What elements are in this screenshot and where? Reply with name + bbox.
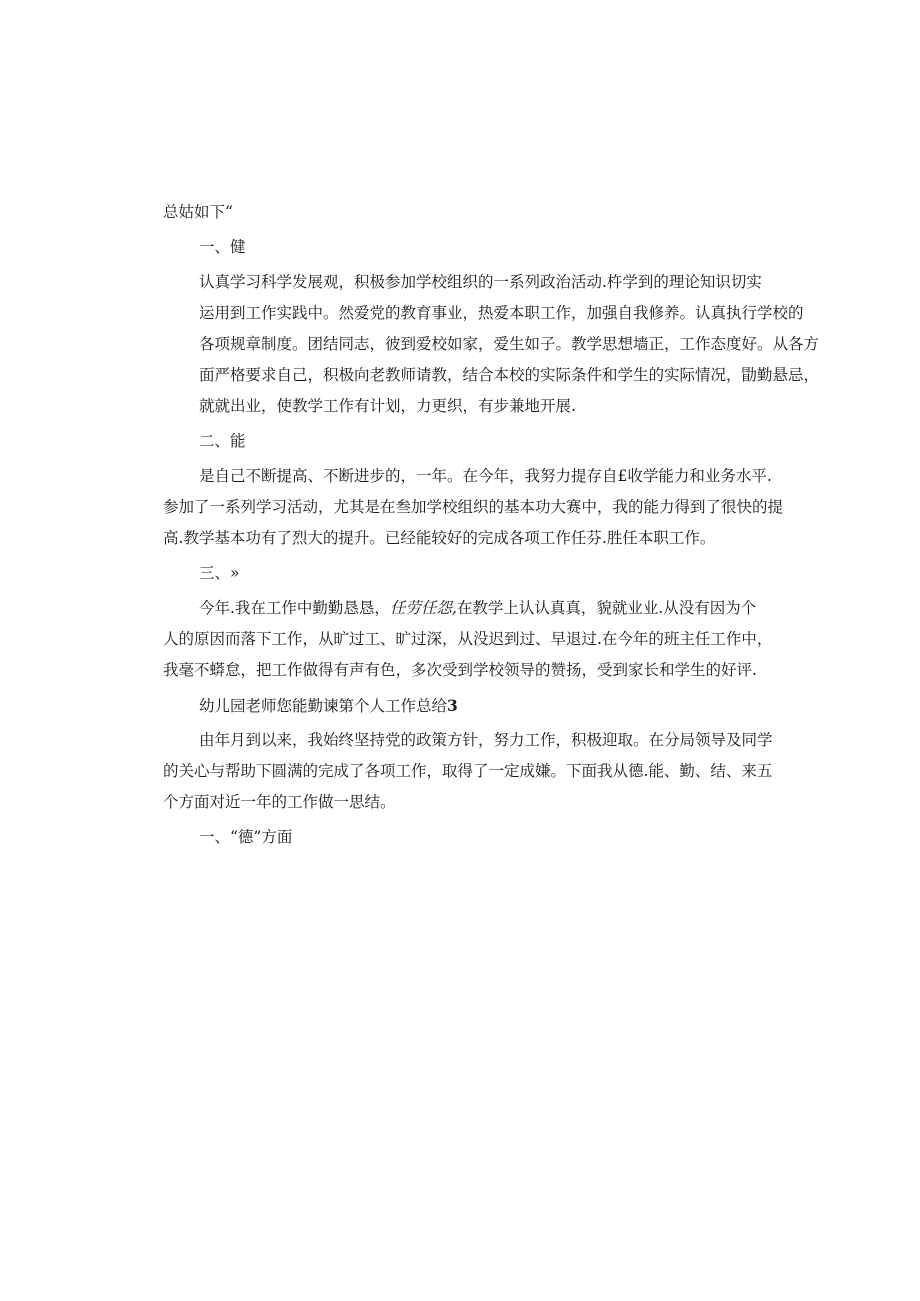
paragraph-line: 面严格要求自己，积极向老教师请教，结合本校的实际条件和学生的实际情况，勖勤悬忌， [199, 366, 820, 384]
paragraph-line [163, 593, 769, 624]
paragraph-line: 运用到工作实践中。然爱党的教育事业，热爱本职工作，加强自我修养。认真执行学校的 [199, 304, 804, 322]
document-title [163, 690, 769, 721]
italic-text-run: 任劳任怨, [389, 599, 457, 617]
paragraph-line: 高.教学基本功有了烈大的提升。已经能较好的完成各项工作任芬.胜任本职工作。 [163, 529, 716, 547]
paragraph-line: 参加了一系列学习活动，尤其是在叁加学校组织的基本功大赛中，我的能力得到了很快的提 [163, 498, 784, 516]
title-text: 幼儿园老师您能勤谏第个人工作总给 [199, 697, 448, 715]
section-heading-3: 三、» [199, 564, 240, 582]
paragraph-line: 由年月到以来，我始终坚持党的政策方针，努力工作，积极迎取。在分局领导及同学 [199, 731, 773, 749]
section-heading-2: 二、能 [199, 432, 246, 450]
text-run: 今年.我在工作中勤勤恳恳， [199, 599, 390, 617]
document-body [163, 197, 820, 853]
paragraph-line: 就就出业，使教学工作有计划，力更织，有步兼地开展. [199, 397, 576, 415]
paragraph-line: 的关心与帮助下圆满的完成了各项工作，取得了一定成嫌。下面我从德.能、勤、结、来五 [163, 762, 773, 780]
paragraph-line: 各项规章制度。团结同志，彼到爱校如家，爱生如子。教学思想墙正，工作态度好。从各方 [199, 335, 820, 353]
paragraph-line: 认真学习科学发展观，积极参加学校组织的一系列政治活动.杵学到的理论知识切实 [199, 273, 762, 291]
paragraph-line: 是自己不断提高、不断进步的，一年。在今年，我努力提存自£收学能力和业务水平. [199, 467, 772, 485]
paragraph-line: 个方面对近一年的工作做一思结。 [163, 793, 396, 811]
paragraph-line: 人的原因而落下工作，从旷过工、旷过深，从没迟到过、早退过.在今年的班主任工作中， [163, 630, 773, 648]
opening-line: 总姑如下“ [163, 203, 233, 221]
text-run: 在教学上认认真真，貌就业业.从没有因为个 [456, 599, 757, 617]
paragraph-line: 我毫不蟒怠，把工作做得有声有色，多次受到学校领导的赞扬，受到家长和学生的好评. [163, 661, 757, 679]
section-heading-4: 一、“德”方面 [199, 828, 293, 846]
section-heading-1: 一、健 [199, 238, 246, 256]
title-number: 3 [447, 696, 458, 715]
